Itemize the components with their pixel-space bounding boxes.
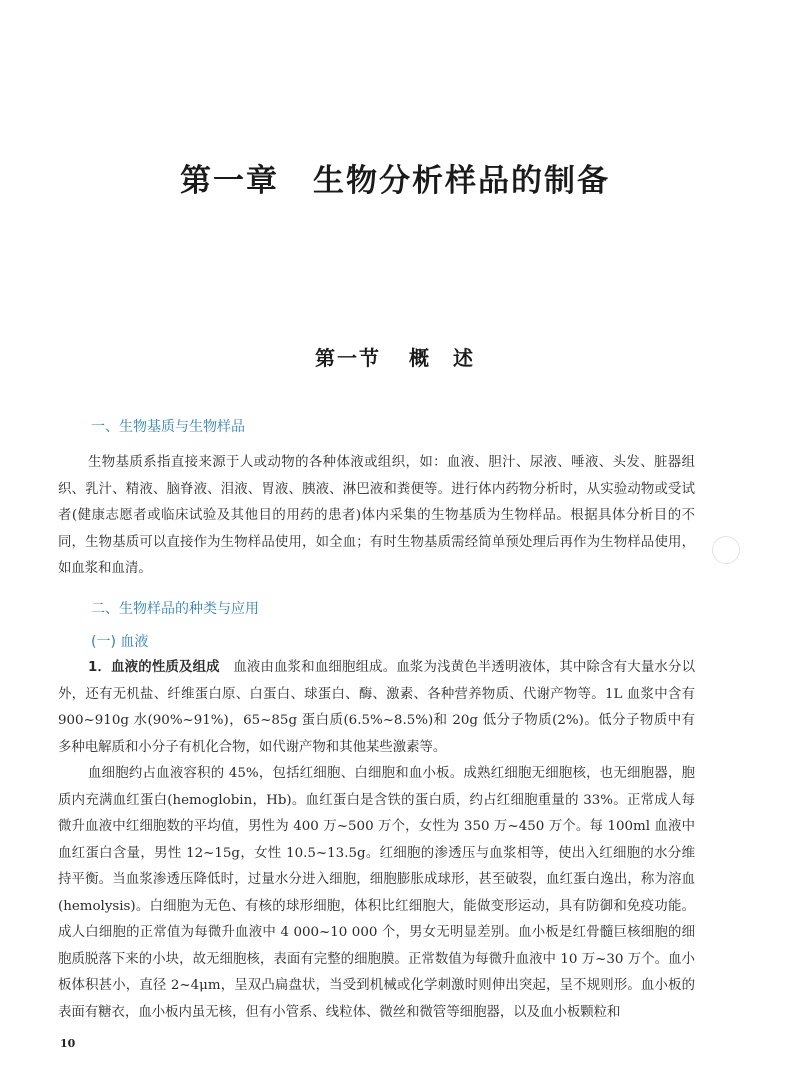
heading-blood: (一) 血液: [91, 634, 149, 650]
page-number: 10: [60, 1037, 76, 1050]
section-name: 概 述: [409, 346, 475, 370]
section-title: [0, 342, 790, 371]
paragraph-blood-cells: 血细胞约占血液容积的 45%，包括红细胞、白细胞和血小板。成熟红细胞无细胞核，也无细胞器，胞质内充满血红蛋白(hemoglobin，Hb)。血红蛋白是含铁的蛋白质，约占红细胞重量的 33%。正常成人每微升血液中红细胞数的平均值，男性为 400 万~500 万个，女性为 350 万~450 万个。每 100ml 血液中血红蛋白含量，男性 12~15g，女性 10.5~13.5g。红细胞的渗透压与血浆相等，使出入红细胞的水分维持平衡。当血浆渗透压降低时，过量水分进入细胞，细胞膨胀成球形，甚至破裂，血红蛋白逸出，称为溶血(hemolysis)。白细胞为无色、有核的球形细胞，体积比红细胞大，能做变形运动，具有防御和免疫功能。成人白细胞的正常值为每微升血液中 4 000~10 000 个，男女无明显差别。血小板是红骨髓巨核细胞的细胞质脱落下来的小块，故无细胞核，表面有完整的细胞膜。正常数值为每微升血液中 10 万~30 万个。血小板体积甚小，直径 2~4μm，呈双凸扁盘状，当受到机械或化学刺激时则伸出突起，呈不规则形。血小板的表面有糖衣，血小板内虽无核，但有小管系、线粒体、微丝和微管等细胞器，以及血小板颗粒和: [58, 766, 695, 1020]
chapter-number: 第一章: [180, 163, 279, 199]
chapter-name: 生物分析样品的制备: [313, 163, 610, 199]
chapter-title: [0, 155, 790, 200]
section-number: 第一节: [315, 346, 381, 370]
watermark-seal: [712, 536, 740, 564]
heading-sample-types: 二、生物样品的种类与应用: [91, 601, 259, 617]
paragraph-blood-composition: [58, 655, 695, 761]
paragraph-biological-matrix: 生物基质系指直接来源于人或动物的各种体液或组织，如：血液、胆汁、尿液、唾液、头发、脏器组织、乳汁、精液、脑脊液、泪液、胃液、胰液、淋巴液和粪便等。进行体内药物分析时，从实验动物或受试者(健康志愿者或临床试验及其他目的用药的患者)体内采集的生物基质为生物样品。根据具体分析目的不同，生物基质可以直接作为生物样品使用，如全血；有时生物基质需经简单预处理后再作为生物样品使用，如血浆和血清。: [58, 455, 695, 576]
blood-composition-text: 血液由血浆和血细胞组成。血浆为浅黄色半透明液体，其中除含有大量水分以外，还有无机盐、纤维蛋白原、白蛋白、球蛋白、酶、激素、各种营养物质、代谢产物等。1L 血浆中含有 900~910g 水(90%~91%)，65~85g 蛋白质(6.5%~8.5%)和 20g 低分子物质(2%)。低分子物质中有多种电解质和小分子有机化合物，如代谢产物和其他某些激素等。: [58, 660, 695, 755]
heading-biological-matrix: 一、生物基质与生物样品: [91, 419, 245, 435]
blood-composition-lead: 1．血液的性质及组成: [88, 660, 220, 675]
